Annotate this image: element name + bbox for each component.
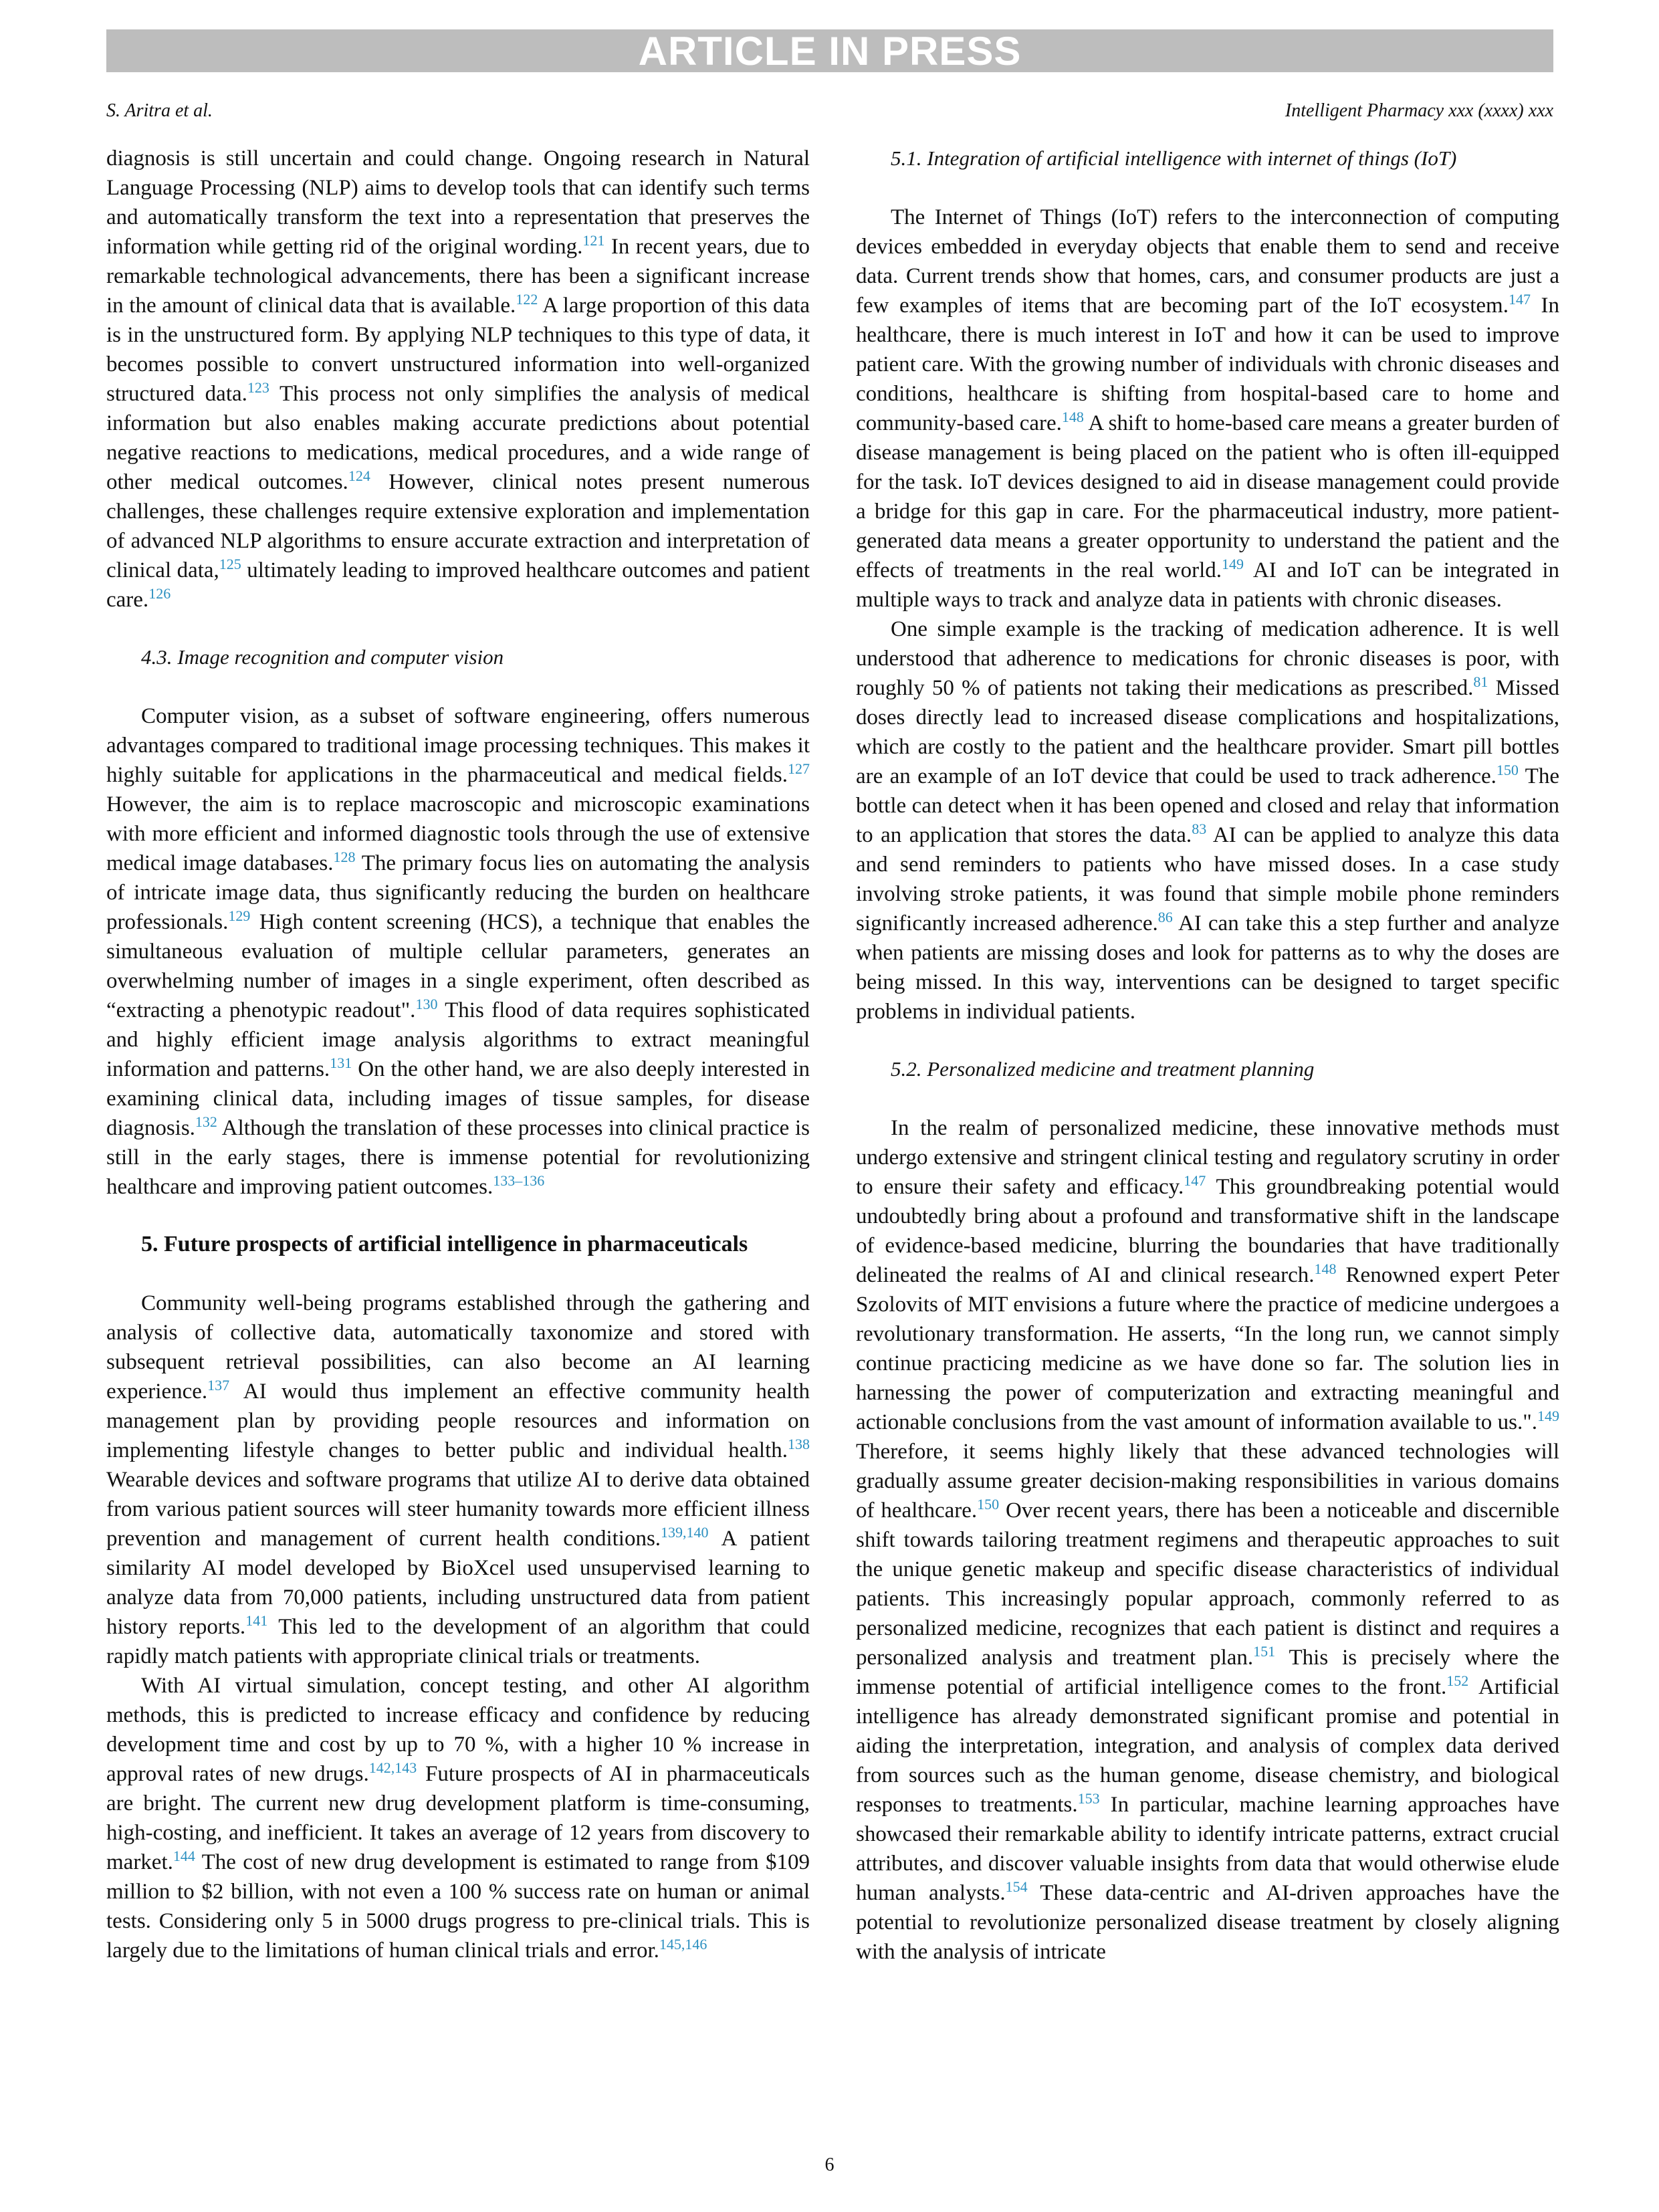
running-header-authors: S. Aritra et al. (106, 100, 213, 121)
text: This flood of data requires sophisticated and highly efficient image analysis algorithms to extract meaningful information and patterns. (106, 998, 810, 1081)
section-heading-5-1: 5.1. Integration of artificial intelligence with internet of things (IoT) (891, 146, 1457, 170)
text: With AI virtual simulation, concept testing, and other AI algorithm methods, this is predicted to increase efficacy and confidence by reducing development time and cost by up to 70 %, with a higher 10 % increase in approval rates of new drugs. (106, 1674, 810, 1786)
text: AI can be applied to analyze this data and send reminders to patients who have missed doses. In a case study involving stroke patients, it was found that simple mobile phone reminders significantly increased adherence. (856, 823, 1559, 935)
text: ultimately leading to improved healthcare outcomes and patient care. (106, 558, 810, 612)
text: These data-centric and AI-driven approaches have the potential to revolutionize personalized disease treatment by closely aligning with the analysis of intricate (856, 1881, 1559, 1964)
citation-link[interactable]: 83 (1192, 820, 1207, 837)
citation-link[interactable]: 149 (1222, 556, 1244, 572)
text: The cost of new drug development is estimated to range from $109 million to $2 billion, with not even a 100 % success rate on human or animal tests. Considering only 5 in 5000 drugs progress to pre-clinical trials. This is largely due to the limitations of human clinical trials and error. (106, 1850, 810, 1963)
paragraph (856, 1113, 1559, 1967)
text: Therefore, it seems highly likely that these advanced technologies will gradually assume greater decision-making responsibilities in various domains of healthcare. (856, 1440, 1559, 1523)
text: In recent years, due to remarkable technological advancements, there has been a significant increase in the amount of clinical data that is available. (106, 235, 810, 318)
citation-link[interactable]: 81 (1473, 673, 1488, 690)
citation-link[interactable]: 142 (368, 1759, 391, 1776)
section-heading-5: 5. Future prospects of artificial intelligence in pharmaceuticals (141, 1232, 748, 1256)
citation-link[interactable]: 130 (415, 996, 438, 1012)
paragraph: Community well-being programs established through the gathering and analysis of collective data, automatically taxonomize and stored with subsequent retrieval possibilities, can also become an AI learning experience.$^{137}$ AI would thus implement an effective community health management plan by providing people resources and information on implementing lifestyle changes to better public and individual health.$^{138}$ Wearable devices and software programs that utilize AI to derive data obtained from various patient sources will steer humanity towards more efficient illness prevention and management of current health conditions.$^{139,140}$ A patient similarity AI model developed by BioXcel used unsupervised learning to analyze data from 70,000 patients, including unstructured data from patient history reports.$^{141}$ This led to the development of an algorithm that could rapidly match patients with appropriate clinical trials or treatments. (106, 1291, 810, 1668)
text: Wearable devices and software programs that utilize AI to derive data obtained from various patient sources will steer humanity towards more efficient illness prevention and management of current health conditions. (106, 1468, 810, 1551)
citation-link[interactable]: 126 (148, 585, 171, 602)
text: A shift to home-based care means a greater burden of disease management is being placed on the patient who is often ill-equipped for the task. IoT devices designed to aid in disease management could provide a bridge for this gap in care. For the pharmaceutical industry, more patient-generated data means a greater opportunity to understand the patient and the effects of treatments in the real world. (856, 411, 1559, 582)
page-number: 6 (824, 2154, 835, 2175)
citation-link[interactable]: 124 (348, 467, 370, 484)
citation-link[interactable]: 121 (582, 232, 605, 249)
text: However, clinical notes present numerous challenges, these challenges require extensive exploration and implementation of advanced NLP algorithms to ensure accurate extraction and interpretation of clinical data, (106, 470, 810, 582)
text: AI can take this a step further and analyze when patients are missing doses and look for patterns as to why the doses are being missed. In this way, interventions can be designed to target specific problems in individual patients. (856, 911, 1559, 1024)
citation-link[interactable]: 146 (685, 1936, 707, 1953)
citation-link[interactable]: 141 (245, 1612, 268, 1629)
citation-link[interactable]: 153 (1077, 1790, 1100, 1807)
citation-link[interactable]: 137 (207, 1377, 230, 1394)
text: AI would thus implement an effective community health management plan by providing people resources and information on implementing lifestyle changes to better public and individual health. (106, 1379, 810, 1462)
text: Missed doses directly lead to increased disease complications and hospitalizations, which are costly to the patient and the healthcare provider. Smart pill bottles are an example of an IoT device that could be used to track adherence. (856, 676, 1560, 788)
paragraph (856, 203, 1559, 615)
text: Over recent years, there has been a noticeable and discernible shift towards tailoring treatment regimens and therapeutic approaches to suit the unique genetic makeup and specific disease characteristics of individual patients. This increasingly popular approach, commonly referred to as personalized medicine, recognizes that each patient is distinct and requires a personalized analysis and treatment plan. (856, 1499, 1559, 1670)
citation-link[interactable]: 86 (1157, 909, 1173, 925)
text: In particular, machine learning approaches have showcased their remarkable ability to identify intricate patterns, extract crucial attributes, and discover valuable insights from data that would otherwise elude human analysts. (856, 1793, 1559, 1905)
article-in-press-banner: ARTICLE IN PRESS (106, 29, 1553, 72)
text: Although the translation of these processes into clinical practice is still in the early stages, there is immense potential for revolutionizing healthcare and improving patient outcomes. (106, 1116, 810, 1199)
citation-link[interactable]: 145 (659, 1936, 681, 1953)
paragraph (106, 144, 810, 615)
citation-link[interactable]: 149 (1537, 1408, 1559, 1424)
text: One simple example is the tracking of medication adherence. It is well understood that adherence to medications for chronic diseases is poor, with roughly 50 % of patients not taking their medications as prescribed. (856, 617, 1559, 700)
section-heading-5-2: 5.2. Personalized medicine and treatment planning (891, 1057, 1315, 1081)
citation-link[interactable]: 139 (661, 1524, 683, 1541)
citation-link[interactable]: 144 (173, 1848, 195, 1864)
text: In healthcare, there is much interest in IoT and how it can be used to improve patient care. With the growing number of individuals with chronic diseases and conditions, healthcare is shifting from hospital-based care to home and community-based care. (856, 294, 1559, 435)
citation-link[interactable]: 133–136 (493, 1172, 545, 1189)
citation-link[interactable]: 132 (195, 1113, 217, 1130)
text: On the other hand, we are also deeply interested in examining clinical data, including images of tissue samples, for disease diagnosis. (106, 1057, 810, 1140)
text: This groundbreaking potential would undoubtedly bring about a profound and transformative shift in the landscape of evidence-based medicine, blurring the boundaries that have traditionally delineated the realms of AI and clinical research. (856, 1175, 1559, 1287)
citation-link[interactable]: 152 (1446, 1672, 1469, 1689)
citation-link[interactable]: 148 (1314, 1260, 1337, 1277)
running-header-journal: Intelligent Pharmacy xxx (xxxx) xxx (1285, 100, 1553, 121)
citation-link[interactable]: 148 (1061, 409, 1084, 425)
text: diagnosis is still uncertain and could change. Ongoing research in Natural Language Processing (NLP) aims to develop tools that can identify such terms and automatically transform the text into a representation that preserves the information while getting rid of the original wording. (106, 146, 810, 259)
text: In the realm of personalized medicine, these innovative methods must undergo extensive and stringent clinical testing and regulatory scrutiny in order to ensure their safety and efficacy. (856, 1116, 1559, 1199)
citation-link[interactable]: 151 (1253, 1643, 1276, 1660)
citation-link[interactable]: 122 (516, 291, 538, 308)
paragraph: With AI virtual simulation, concept testing, and other AI algorithm methods, this is predicted to increase efficacy and confidence by reducing development time and cost by up to 70 %, with a higher 10 % increase in approval rates of new drugs.$^{142,143}$ Future prospects of AI in pharmaceuticals are bright. The current new drug development platform is time-consuming, high-costing, and inefficient. It takes an average of 12 years from discovery to market.$^{144}$ The cost of new drug development is estimated to range from $109 million to $2 billion, with not even a 100 % success rate on human or animal tests. Considering only 5 in 5000 drugs progress to pre-clinical trials. This is largely due to the limitations of human clinical trials and error.$^{145,146}$ (106, 1674, 810, 1963)
citation-link[interactable]: 154 (1005, 1878, 1028, 1895)
text: Renowned expert Peter Szolovits of MIT envisions a future where the practice of medicine undergoes a revolutionary transformation. He asserts, “In the long run, we cannot simply continue practicing medicine as we have done so far. The solution lies in harnessing the power of computerization and extracting meaningful and actionable conclusions from the vast amount of information available to us.". (856, 1263, 1559, 1434)
text: The primary focus lies on automating the analysis of intricate image data, thus significantly reducing the burden on healthcare professionals. (106, 851, 810, 934)
citation-link[interactable]: 150 (1496, 762, 1519, 778)
citation-link[interactable]: 147 (1508, 291, 1531, 308)
citation-link[interactable]: 138 (788, 1436, 810, 1452)
text: This is precisely where the immense potential of artificial intelligence comes to the front. (856, 1646, 1560, 1699)
paragraph (856, 615, 1559, 1026)
text: Computer vision, as a subset of software engineering, offers numerous advantages compared to traditional image processing techniques. This makes it highly suitable for applications in the pharmaceutical and medical fields. (106, 704, 810, 787)
citation-link[interactable]: 123 (247, 379, 269, 396)
citation-link[interactable]: 125 (219, 556, 241, 572)
text: Community well-being programs established through the gathering and analysis of collective data, automatically taxonomize and stored with subsequent retrieval possibilities, can also become an AI learning experience. (106, 1291, 810, 1404)
section-heading-4-3: 4.3. Image recognition and computer vision (141, 645, 504, 669)
citation-link[interactable]: 140 (686, 1524, 709, 1541)
left-column (106, 144, 810, 1965)
citation-link[interactable]: 143 (395, 1759, 417, 1776)
text: However, the aim is to replace macroscopic and microscopic examinations with more efficient and informed diagnostic tools through the use of extensive medical image databases. (106, 792, 810, 875)
citation-link[interactable]: 131 (330, 1055, 352, 1071)
citation-link[interactable]: 129 (228, 907, 251, 924)
text: Artificial intelligence has already demonstrated significant promise and potential in aiding the interpretation, integration, and analysis of complex data derived from sources such as the human genome, disease chemistry, and biological responses to treatments. (856, 1675, 1559, 1817)
text: High content screening (HCS), a technique that enables the simultaneous evaluation of multiple cellular parameters, generates an overwhelming number of images in a single experiment, often described as “extracting a phenotypic readout". (106, 910, 810, 1022)
text: This process not only simplifies the analysis of medical information but also enables making accurate predictions about potential negative reactions to medications, medical procedures, and a wide range of other medical outcomes. (106, 382, 810, 494)
text: The bottle can detect when it has been opened and closed and relay that information to an application that stores the data. (856, 764, 1559, 847)
right-column (856, 144, 1559, 1967)
citation-link[interactable]: 147 (1184, 1172, 1206, 1189)
text: A patient similarity AI model developed by BioXcel used unsupervised learning to analyze data from 70,000 patients, including unstructured data from patient history reports. (106, 1527, 810, 1639)
text: A large proportion of this data is in the unstructured form. By applying NLP techniques to this type of data, it becomes possible to convert unstructured information into well-organized structured data. (106, 294, 810, 406)
paragraph (106, 701, 810, 1202)
text: This led to the development of an algorithm that could rapidly match patients with appropriate clinical trials or treatments. (106, 1615, 810, 1668)
text: AI and IoT can be integrated in multiple ways to track and analyze data in patients with chronic diseases. (856, 558, 1559, 612)
citation-link[interactable]: 150 (977, 1496, 1000, 1513)
citation-link[interactable]: 128 (333, 849, 356, 865)
citation-link[interactable]: 127 (788, 760, 810, 777)
text: The Internet of Things (IoT) refers to the interconnection of computing devices embedded in everyday objects that enable them to send and receive data. Current trends show that homes, cars, and consumer products are just a few examples of items that are becoming part of the IoT ecosystem. (856, 205, 1559, 318)
text: Future prospects of AI in pharmaceuticals are bright. The current new drug development platform is time-consuming, high-costing, and inefficient. It takes an average of 12 years from discovery to market. (106, 1762, 810, 1874)
